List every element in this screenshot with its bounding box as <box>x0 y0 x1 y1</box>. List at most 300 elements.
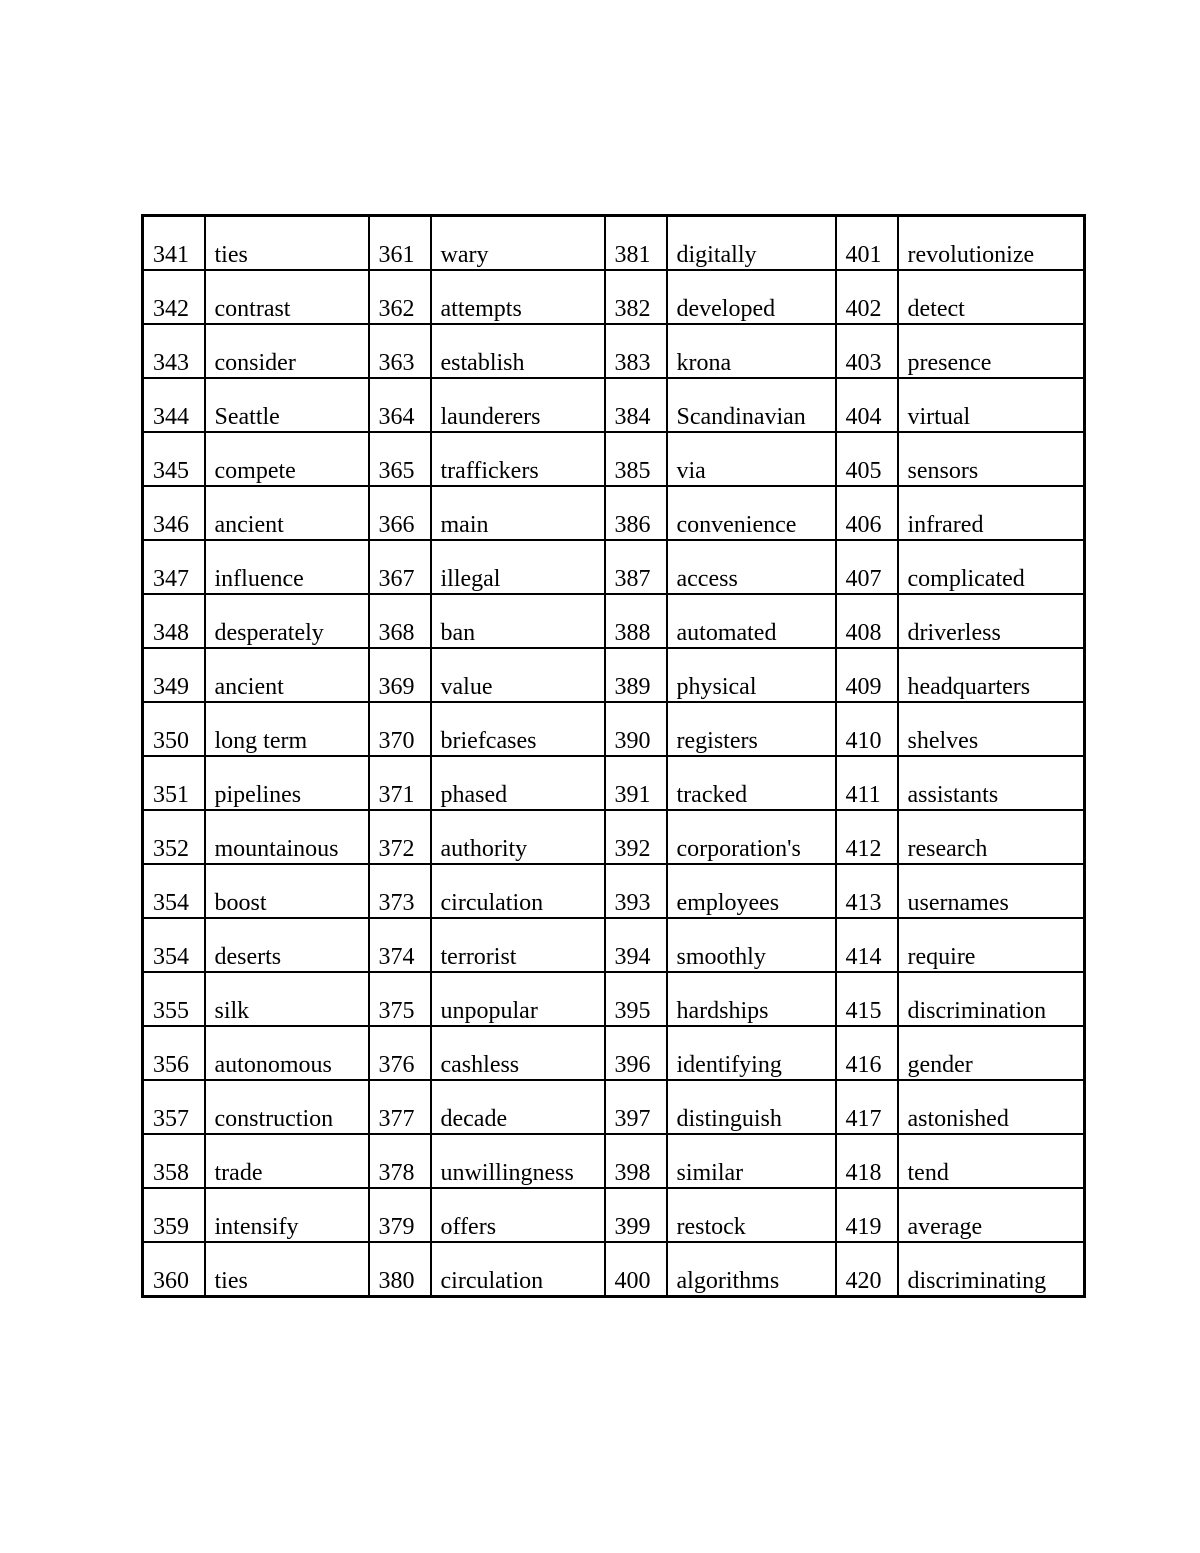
entry-word: algorithms <box>676 1268 780 1294</box>
entry-word-cell <box>898 1134 1085 1188</box>
entry-word: authority <box>440 836 528 862</box>
table-row <box>143 1188 1085 1242</box>
entry-number-cell <box>143 540 205 594</box>
entry-word: sensors <box>907 458 979 484</box>
entry-word-cell <box>898 1080 1085 1134</box>
entry-number-cell <box>143 432 205 486</box>
entry-word-cell <box>898 810 1085 864</box>
entry-number-cell <box>143 1026 205 1080</box>
entry-number-cell <box>143 594 205 648</box>
entry-number: 387 <box>614 566 651 592</box>
entry-word-cell <box>667 864 836 918</box>
entry-number-cell <box>143 378 205 432</box>
entry-word-cell <box>898 486 1085 540</box>
entry-number: 380 <box>378 1268 415 1294</box>
entry-number-cell <box>143 972 205 1026</box>
entry-number: 384 <box>614 404 651 430</box>
entry-word: shelves <box>907 728 979 754</box>
entry-number: 345 <box>153 458 189 484</box>
entry-number-cell <box>836 540 898 594</box>
table-row <box>143 1134 1085 1188</box>
entry-number-cell <box>605 648 667 702</box>
entry-word-cell <box>205 1242 369 1297</box>
entry-number: 414 <box>845 944 882 970</box>
entry-number-cell <box>605 864 667 918</box>
entry-number: 358 <box>153 1160 189 1186</box>
entry-word-cell <box>205 216 369 271</box>
entry-word-cell <box>431 1026 605 1080</box>
entry-word-cell <box>898 756 1085 810</box>
entry-number-cell <box>143 810 205 864</box>
entry-number: 404 <box>845 404 882 430</box>
entry-number: 410 <box>845 728 882 754</box>
entry-word: smoothly <box>676 944 766 970</box>
entry-word: illegal <box>440 566 501 592</box>
entry-number: 359 <box>153 1214 189 1240</box>
entry-word-cell <box>205 648 369 702</box>
entry-word-cell <box>667 1134 836 1188</box>
entry-word: research <box>907 836 988 862</box>
entry-word-cell <box>431 378 605 432</box>
entry-number: 376 <box>378 1052 415 1078</box>
entry-word: terrorist <box>440 944 517 970</box>
entry-number-cell <box>836 1242 898 1297</box>
entry-number: 391 <box>614 782 651 808</box>
entry-number-cell <box>369 864 431 918</box>
entry-word: unpopular <box>440 998 538 1024</box>
entry-word-cell <box>667 1242 836 1297</box>
entry-number: 397 <box>614 1106 651 1132</box>
entry-number: 383 <box>614 350 651 376</box>
entry-number-cell <box>605 702 667 756</box>
entry-word: discrimination <box>907 998 1047 1024</box>
entry-number: 363 <box>378 350 415 376</box>
entry-word: long term <box>214 728 308 754</box>
entry-number: 374 <box>378 944 415 970</box>
entry-word-cell <box>205 702 369 756</box>
entry-number: 341 <box>153 242 189 268</box>
entry-number: 405 <box>845 458 882 484</box>
entry-word-cell <box>431 270 605 324</box>
entry-word-cell <box>431 810 605 864</box>
entry-word-cell <box>898 324 1085 378</box>
entry-number: 415 <box>845 998 882 1024</box>
table-row <box>143 864 1085 918</box>
entry-word-cell <box>667 1026 836 1080</box>
entry-number: 378 <box>378 1160 415 1186</box>
entry-word-cell <box>898 1188 1085 1242</box>
entry-word: construction <box>214 1106 334 1132</box>
table-row <box>143 756 1085 810</box>
entry-number-cell <box>369 648 431 702</box>
entry-number: 354 <box>153 944 189 970</box>
entry-word: intensify <box>214 1214 299 1240</box>
table-row <box>143 810 1085 864</box>
entry-word-cell <box>431 324 605 378</box>
entry-number: 381 <box>614 242 651 268</box>
entry-number-cell <box>605 378 667 432</box>
entry-number: 347 <box>153 566 189 592</box>
entry-number-cell <box>369 918 431 972</box>
entry-number: 388 <box>614 620 651 646</box>
entry-number: 371 <box>378 782 415 808</box>
entry-number: 398 <box>614 1160 651 1186</box>
entry-word-cell <box>205 594 369 648</box>
table-row <box>143 540 1085 594</box>
entry-number-cell <box>605 1080 667 1134</box>
entry-word-cell <box>431 1080 605 1134</box>
entry-number-cell <box>605 486 667 540</box>
entry-number: 362 <box>378 296 415 322</box>
entry-word-cell <box>667 216 836 271</box>
entry-number: 367 <box>378 566 415 592</box>
entry-word-cell <box>431 1188 605 1242</box>
entry-word-cell <box>667 648 836 702</box>
entry-number-cell <box>836 270 898 324</box>
entry-number-cell <box>369 702 431 756</box>
entry-word: Scandinavian <box>676 404 806 430</box>
entry-word: value <box>440 674 493 700</box>
table-row <box>143 1242 1085 1297</box>
entry-number-cell <box>605 810 667 864</box>
entry-number-cell <box>143 918 205 972</box>
entry-word: compete <box>214 458 296 484</box>
entry-number-cell <box>836 1134 898 1188</box>
entry-number-cell <box>605 1026 667 1080</box>
entry-word-cell <box>205 1026 369 1080</box>
entry-word-cell <box>667 432 836 486</box>
entry-word: offers <box>440 1214 497 1240</box>
entry-word: automated <box>676 620 777 646</box>
entry-number: 354 <box>153 890 189 916</box>
entry-word: virtual <box>907 404 971 430</box>
entry-word-cell <box>205 432 369 486</box>
entry-number-cell <box>605 594 667 648</box>
entry-number-cell <box>836 756 898 810</box>
entry-number-cell <box>836 1080 898 1134</box>
entry-word: attempts <box>440 296 522 322</box>
entry-word: similar <box>676 1160 744 1186</box>
entry-number: 418 <box>845 1160 882 1186</box>
entry-word-cell <box>667 918 836 972</box>
entry-number-cell <box>605 1242 667 1297</box>
entry-word-cell <box>667 1080 836 1134</box>
entry-number: 400 <box>614 1268 651 1294</box>
entry-word-cell <box>667 270 836 324</box>
entry-number: 395 <box>614 998 651 1024</box>
entry-word: Seattle <box>214 404 280 430</box>
entry-number-cell <box>143 648 205 702</box>
entry-word-cell <box>898 648 1085 702</box>
entry-word: silk <box>214 998 250 1024</box>
entry-word-cell <box>898 1242 1085 1297</box>
entry-word-cell <box>431 756 605 810</box>
entry-word: employees <box>676 890 780 916</box>
entry-word-cell <box>898 540 1085 594</box>
entry-number: 373 <box>378 890 415 916</box>
entry-word-cell <box>431 432 605 486</box>
entry-number: 420 <box>845 1268 882 1294</box>
entry-number-cell <box>143 216 205 271</box>
entry-word: tend <box>907 1160 949 1186</box>
entry-word: ban <box>440 620 476 646</box>
entry-number-cell <box>605 540 667 594</box>
entry-number-cell <box>143 1188 205 1242</box>
entry-word-cell <box>667 702 836 756</box>
vocabulary-table <box>141 214 1086 1298</box>
entry-number-cell <box>369 1026 431 1080</box>
entry-number-cell <box>369 324 431 378</box>
entry-word: corporation's <box>676 836 801 862</box>
entry-word: trade <box>214 1160 263 1186</box>
entry-word: main <box>440 512 489 538</box>
entry-number: 392 <box>614 836 651 862</box>
entry-number: 409 <box>845 674 882 700</box>
entry-word-cell <box>898 378 1085 432</box>
entry-number-cell <box>836 1026 898 1080</box>
entry-word-cell <box>898 1026 1085 1080</box>
table-row <box>143 270 1085 324</box>
entry-number: 368 <box>378 620 415 646</box>
entry-number-cell <box>605 216 667 271</box>
entry-word: hardships <box>676 998 769 1024</box>
entry-word-cell <box>431 864 605 918</box>
entry-number-cell <box>605 756 667 810</box>
entry-word-cell <box>431 1134 605 1188</box>
entry-word: distinguish <box>676 1106 782 1132</box>
entry-word-cell <box>898 918 1085 972</box>
entry-word: krona <box>676 350 732 376</box>
entry-word: autonomous <box>214 1052 332 1078</box>
entry-number-cell <box>369 1242 431 1297</box>
entry-number-cell <box>369 216 431 271</box>
entry-word: restock <box>676 1214 746 1240</box>
entry-number-cell <box>369 432 431 486</box>
entry-number: 385 <box>614 458 651 484</box>
entry-number: 372 <box>378 836 415 862</box>
entry-word-cell <box>431 1242 605 1297</box>
entry-word: tracked <box>676 782 748 808</box>
entry-word: ancient <box>214 674 284 700</box>
entry-word: mountainous <box>214 836 339 862</box>
entry-word-cell <box>431 540 605 594</box>
table-row <box>143 702 1085 756</box>
entry-number-cell <box>143 270 205 324</box>
entry-word: access <box>676 566 738 592</box>
entry-number-cell <box>369 594 431 648</box>
entry-word: average <box>907 1214 983 1240</box>
entry-number-cell <box>605 432 667 486</box>
entry-number: 393 <box>614 890 651 916</box>
entry-number-cell <box>605 972 667 1026</box>
entry-number: 396 <box>614 1052 651 1078</box>
entry-number: 382 <box>614 296 651 322</box>
entry-number-cell <box>836 324 898 378</box>
entry-number: 411 <box>845 782 881 808</box>
entry-word: assistants <box>907 782 999 808</box>
entry-word: desperately <box>214 620 324 646</box>
entry-word: registers <box>676 728 758 754</box>
entry-word: pipelines <box>214 782 302 808</box>
entry-number: 407 <box>845 566 882 592</box>
entry-number-cell <box>605 1134 667 1188</box>
entry-word: influence <box>214 566 304 592</box>
entry-word-cell <box>431 702 605 756</box>
entry-word-cell <box>205 1134 369 1188</box>
entry-number-cell <box>369 378 431 432</box>
entry-word: consider <box>214 350 296 376</box>
entry-number-cell <box>836 702 898 756</box>
entry-word-cell <box>667 486 836 540</box>
entry-number: 406 <box>845 512 882 538</box>
entry-word: boost <box>214 890 267 916</box>
entry-word: digitally <box>676 242 757 268</box>
entry-number-cell <box>143 1080 205 1134</box>
entry-word: briefcases <box>440 728 537 754</box>
entry-word-cell <box>898 216 1085 271</box>
entry-number-cell <box>369 1134 431 1188</box>
entry-word: require <box>907 944 976 970</box>
entry-word-cell <box>205 378 369 432</box>
entry-word: physical <box>676 674 757 700</box>
entry-word: driverless <box>907 620 1001 646</box>
entry-number-cell <box>369 1080 431 1134</box>
table-row <box>143 324 1085 378</box>
entry-word-cell <box>205 324 369 378</box>
entry-word: wary <box>440 242 489 268</box>
entry-number: 390 <box>614 728 651 754</box>
entry-word-cell <box>898 594 1085 648</box>
entry-number: 364 <box>378 404 415 430</box>
entry-number-cell <box>369 486 431 540</box>
entry-word: astonished <box>907 1106 1009 1132</box>
entry-word: ties <box>214 242 248 268</box>
entry-number-cell <box>605 270 667 324</box>
table-row <box>143 378 1085 432</box>
table-row <box>143 216 1085 271</box>
entry-word: convenience <box>676 512 797 538</box>
entry-word: contrast <box>214 296 291 322</box>
entry-number-cell <box>143 1242 205 1297</box>
entry-word: decade <box>440 1106 508 1132</box>
entry-number-cell <box>369 1188 431 1242</box>
entry-word-cell <box>431 594 605 648</box>
entry-number: 346 <box>153 512 189 538</box>
entry-word: circulation <box>440 890 544 916</box>
table-row <box>143 972 1085 1026</box>
entry-number: 344 <box>153 404 189 430</box>
entry-number: 370 <box>378 728 415 754</box>
entry-number-cell <box>369 270 431 324</box>
entry-word: establish <box>440 350 525 376</box>
entry-word-cell <box>205 864 369 918</box>
entry-word-cell <box>667 756 836 810</box>
entry-number-cell <box>836 594 898 648</box>
entry-word: circulation <box>440 1268 544 1294</box>
entry-word: detect <box>907 296 965 322</box>
entry-number: 403 <box>845 350 882 376</box>
entry-number: 357 <box>153 1106 189 1132</box>
entry-word-cell <box>667 810 836 864</box>
entry-number: 369 <box>378 674 415 700</box>
entry-word-cell <box>898 270 1085 324</box>
entry-word-cell <box>205 1188 369 1242</box>
entry-word-cell <box>898 702 1085 756</box>
entry-word-cell <box>205 756 369 810</box>
entry-number: 350 <box>153 728 189 754</box>
entry-word-cell <box>431 918 605 972</box>
entry-number-cell <box>143 702 205 756</box>
entry-number: 401 <box>845 242 882 268</box>
entry-number-cell <box>836 918 898 972</box>
entry-word-cell <box>667 594 836 648</box>
entry-number: 356 <box>153 1052 189 1078</box>
entry-word-cell <box>667 378 836 432</box>
entry-number: 361 <box>378 242 415 268</box>
entry-word-cell <box>205 1080 369 1134</box>
vocabulary-table-body <box>143 216 1085 1297</box>
table-row <box>143 648 1085 702</box>
entry-number: 351 <box>153 782 189 808</box>
entry-number: 386 <box>614 512 651 538</box>
table-row <box>143 432 1085 486</box>
entry-number: 419 <box>845 1214 882 1240</box>
entry-word: gender <box>907 1052 973 1078</box>
entry-word: ancient <box>214 512 284 538</box>
table-row <box>143 594 1085 648</box>
entry-number-cell <box>605 918 667 972</box>
entry-number-cell <box>836 972 898 1026</box>
entry-number: 352 <box>153 836 189 862</box>
entry-number-cell <box>836 1188 898 1242</box>
table-row <box>143 486 1085 540</box>
entry-word-cell <box>898 432 1085 486</box>
entry-word-cell <box>431 648 605 702</box>
entry-word-cell <box>667 324 836 378</box>
entry-number: 355 <box>153 998 189 1024</box>
entry-word: cashless <box>440 1052 520 1078</box>
table-row <box>143 1026 1085 1080</box>
entry-number: 379 <box>378 1214 415 1240</box>
entry-word-cell <box>205 540 369 594</box>
entry-word-cell <box>431 972 605 1026</box>
entry-word: presence <box>907 350 992 376</box>
entry-number-cell <box>836 648 898 702</box>
entry-number-cell <box>605 1188 667 1242</box>
entry-number: 360 <box>153 1268 189 1294</box>
entry-word-cell <box>898 972 1085 1026</box>
entry-number: 366 <box>378 512 415 538</box>
entry-word: revolutionize <box>907 242 1035 268</box>
entry-number: 343 <box>153 350 189 376</box>
entry-number-cell <box>836 432 898 486</box>
entry-number-cell <box>369 540 431 594</box>
entry-number-cell <box>836 378 898 432</box>
entry-number: 365 <box>378 458 415 484</box>
entry-word: unwillingness <box>440 1160 574 1186</box>
entry-word: launderers <box>440 404 541 430</box>
entry-number-cell <box>605 324 667 378</box>
entry-word-cell <box>205 918 369 972</box>
entry-word: discriminating <box>907 1268 1047 1294</box>
entry-word: phased <box>440 782 508 808</box>
entry-number-cell <box>369 756 431 810</box>
entry-word-cell <box>667 1188 836 1242</box>
entry-word: ties <box>214 1268 248 1294</box>
entry-number: 417 <box>845 1106 882 1132</box>
entry-number-cell <box>143 864 205 918</box>
entry-number: 348 <box>153 620 189 646</box>
